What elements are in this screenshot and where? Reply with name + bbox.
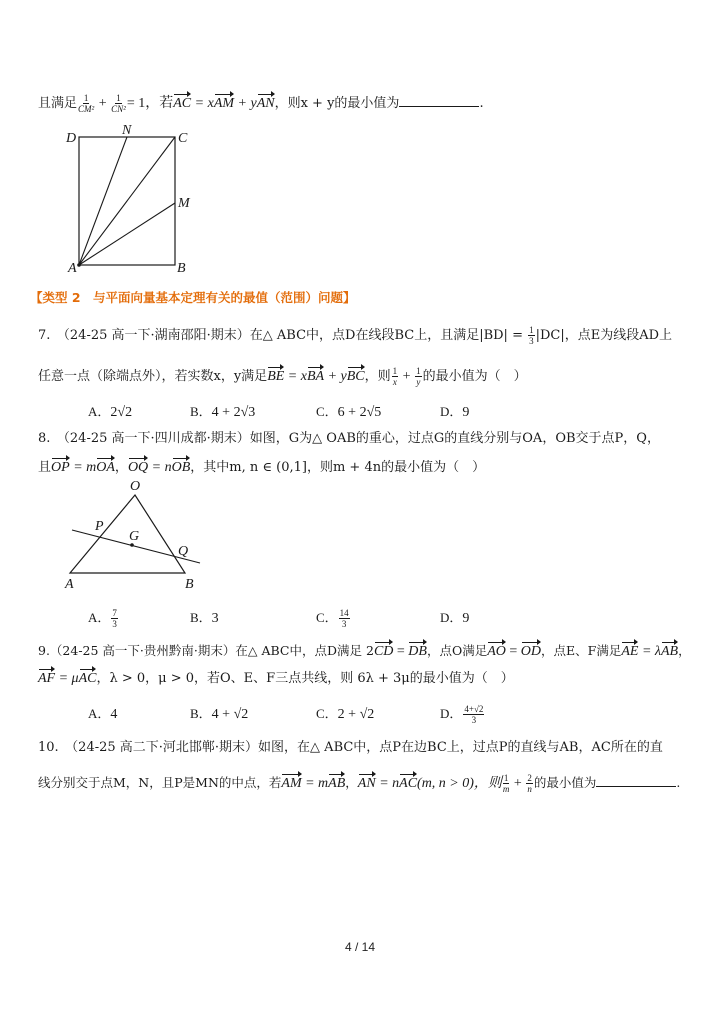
text: ，则x + y的最小值为	[274, 96, 400, 111]
vector: OD	[521, 640, 541, 662]
denominator: y	[416, 377, 421, 387]
fraction	[415, 366, 422, 387]
option-value: 4	[110, 707, 118, 722]
text: = n	[148, 460, 172, 475]
fraction	[78, 93, 94, 114]
numerator: 1	[529, 325, 534, 335]
option-label: B．	[190, 404, 212, 419]
numerator: 1	[83, 93, 89, 103]
text: 任意一点（除端点外），若实数x，y满足	[38, 369, 268, 384]
q9-option-d[interactable]	[440, 703, 485, 725]
vector: DB	[408, 640, 427, 662]
prev-question-tail: 且满足 $\frac{1}{\text{CM²}}$ + $\frac{1}{\text{CN²}}$ = 1，若AC = xAM + yAN，则x + y的最小值为 .	[38, 93, 484, 114]
segment-ac	[79, 137, 175, 265]
text: =	[505, 644, 521, 659]
numerator: 1	[116, 93, 121, 103]
text: ，点O满足	[426, 643, 488, 658]
fraction	[111, 93, 126, 114]
answer-blank	[596, 772, 676, 787]
fraction	[392, 366, 399, 387]
q9-line2	[38, 667, 514, 689]
segment-am	[79, 203, 175, 265]
label-p: P	[95, 519, 104, 534]
vector: AM	[214, 92, 234, 114]
point-a	[77, 263, 81, 267]
numerator: 4+√2	[464, 704, 484, 714]
text: .	[676, 775, 681, 790]
label-a: A	[68, 261, 77, 276]
option-label: C．	[316, 706, 338, 721]
option-label: D．	[440, 610, 463, 625]
numerator: 1	[416, 366, 421, 376]
vector: AC	[399, 772, 417, 794]
denominator: x	[392, 377, 397, 387]
text: + y	[234, 96, 257, 111]
numerator: 1	[503, 773, 509, 783]
page-number: 4 / 14	[344, 940, 376, 954]
text: .	[479, 96, 484, 111]
fraction	[528, 325, 535, 346]
vector: AE	[621, 640, 638, 662]
option-value: 9	[462, 405, 470, 420]
text: = 1，若	[126, 96, 174, 111]
vector: AN	[257, 92, 275, 114]
q8-option-d[interactable]	[440, 607, 469, 627]
option-value: 4 + √2	[211, 707, 249, 722]
vector: CD	[374, 640, 393, 662]
vector: AB	[661, 640, 678, 662]
section-title: 【类型 2 与平面向量基本定理有关的最值（范围）问题】	[30, 290, 356, 305]
option-value: 3	[211, 611, 219, 626]
vector: AO	[487, 640, 506, 662]
text: 9.（24-25 高一下·贵州黔南·期末）在△ ABC中，点D满足 2	[38, 643, 374, 658]
label-g: G	[129, 529, 140, 544]
q7-option-a[interactable]	[88, 401, 132, 421]
text: ，其中m, n ∈ (0,1]，则m + 4n的最小值为（ ）	[190, 460, 486, 475]
label-a: A	[65, 577, 74, 590]
vector: AC	[173, 92, 191, 114]
option-label: A．	[88, 404, 111, 419]
vector: OA	[96, 456, 115, 478]
q9-option-a[interactable]	[88, 703, 117, 723]
figure-rectangle	[55, 120, 225, 280]
vector: BC	[347, 365, 365, 387]
option-value: 4 + 2√3	[211, 405, 256, 420]
option-label: B．	[190, 610, 212, 625]
option-value: 6 + 2√5	[337, 405, 382, 420]
numerator: 2	[527, 773, 532, 783]
fraction	[463, 704, 484, 725]
vector: BE	[267, 365, 284, 387]
text: = m	[301, 776, 329, 791]
label-o: O	[130, 479, 141, 494]
text: = x	[191, 96, 214, 111]
label-b: B	[177, 261, 186, 276]
denominator: 3	[529, 336, 534, 346]
fraction	[339, 608, 350, 629]
denominator: CM²	[78, 104, 95, 114]
text: + y	[324, 369, 347, 384]
q9-option-b[interactable]	[190, 703, 248, 723]
vector: AB	[328, 772, 345, 794]
denominator: CN²	[111, 104, 126, 114]
q9-line1	[38, 640, 691, 662]
figure-triangle	[55, 475, 235, 590]
text: 的最小值为（ ）	[422, 369, 527, 384]
text: +	[510, 776, 526, 791]
numerator: 1	[392, 366, 398, 376]
denominator: 3	[112, 619, 117, 629]
text: = m	[69, 460, 97, 475]
label-d: D	[66, 131, 77, 146]
label-n: N	[122, 123, 132, 138]
text: 且	[38, 460, 52, 475]
numerator: 14	[339, 608, 349, 618]
q7-options	[88, 401, 688, 421]
option-value: 2 + √2	[337, 707, 375, 722]
q8-option-a[interactable]	[88, 607, 119, 629]
vector: OB	[172, 456, 191, 478]
label-b: B	[185, 577, 194, 590]
vector: BA	[307, 365, 324, 387]
text: (m, n > 0)，则	[417, 776, 502, 791]
q7-line2	[38, 365, 527, 387]
option-label: A．	[88, 706, 111, 721]
label-c: C	[178, 131, 188, 146]
q8-line1: 8. （24-25 高一下·四川成都·期末）如图，G为△ OAB的重心，过点G的直线分别与OA，OB交于点P，Q，	[38, 431, 660, 446]
q7-line1	[38, 325, 672, 346]
option-label: D．	[440, 404, 463, 419]
vector: AM	[281, 772, 301, 794]
q8-option-c[interactable]	[316, 607, 351, 629]
numerator: 7	[112, 608, 117, 618]
text: = μ	[55, 671, 79, 686]
text: 的最小值为	[533, 775, 597, 790]
vector: AF	[38, 667, 55, 689]
denominator: n	[527, 784, 532, 794]
q8-options	[88, 607, 688, 627]
label-q: Q	[178, 544, 189, 559]
text: ，点E、F满足	[541, 643, 622, 658]
q10-line2	[38, 772, 680, 794]
fraction	[503, 773, 510, 794]
option-value: 9	[462, 611, 470, 626]
answer-blank	[399, 92, 479, 107]
text: 线分别交于点M，N，且P是MN的中点，若	[38, 775, 282, 790]
q7-option-d[interactable]	[440, 401, 469, 421]
label-m: M	[178, 196, 190, 211]
vector: OQ	[128, 456, 148, 478]
q9-options	[88, 703, 688, 723]
text: 且满足	[38, 96, 78, 111]
fraction	[526, 773, 533, 794]
segment-an	[79, 137, 127, 265]
vector: AN	[358, 772, 376, 794]
text: = n	[375, 776, 400, 791]
text: |DC|，点E为线段AD上	[535, 328, 673, 343]
text: =	[393, 644, 409, 659]
fraction	[111, 608, 118, 629]
text: ，	[114, 460, 128, 475]
q9-option-c[interactable]	[316, 703, 374, 723]
option-label: C．	[316, 404, 338, 419]
option-label: D．	[440, 706, 463, 721]
q7-option-c[interactable]	[316, 401, 381, 421]
option-label: C．	[316, 610, 338, 625]
text: ，则	[364, 369, 391, 384]
text: ，λ > 0，μ > 0，若O、E、F三点共线，则 6λ + 3μ的最小值为（ ）	[96, 671, 514, 686]
text: ，	[345, 775, 358, 790]
denominator: 3	[341, 619, 347, 629]
text: ，	[678, 643, 691, 658]
option-label: A．	[88, 610, 111, 625]
text: +	[399, 369, 415, 384]
text: = x	[284, 369, 307, 384]
denominator: m	[502, 784, 510, 794]
vector: AC	[79, 667, 97, 689]
text: = λ	[638, 644, 661, 659]
denominator: 3	[471, 715, 477, 725]
option-value: 2√2	[110, 405, 133, 420]
option-label: B．	[190, 706, 212, 721]
q8-option-b[interactable]	[190, 607, 219, 627]
vector: OP	[51, 456, 70, 478]
q10-line1: 10. （24-25 高二下·河北邯郸·期末）如图，在△ ABC中，点P在边BC上，过点P的直线与AB，AC所在的直	[38, 740, 663, 755]
q7-option-b[interactable]	[190, 401, 255, 421]
text: 7. （24-25 高一下·湖南邵阳·期末）在△ ABC中，点D在线段BC上，且满足|BD| =	[38, 328, 528, 343]
